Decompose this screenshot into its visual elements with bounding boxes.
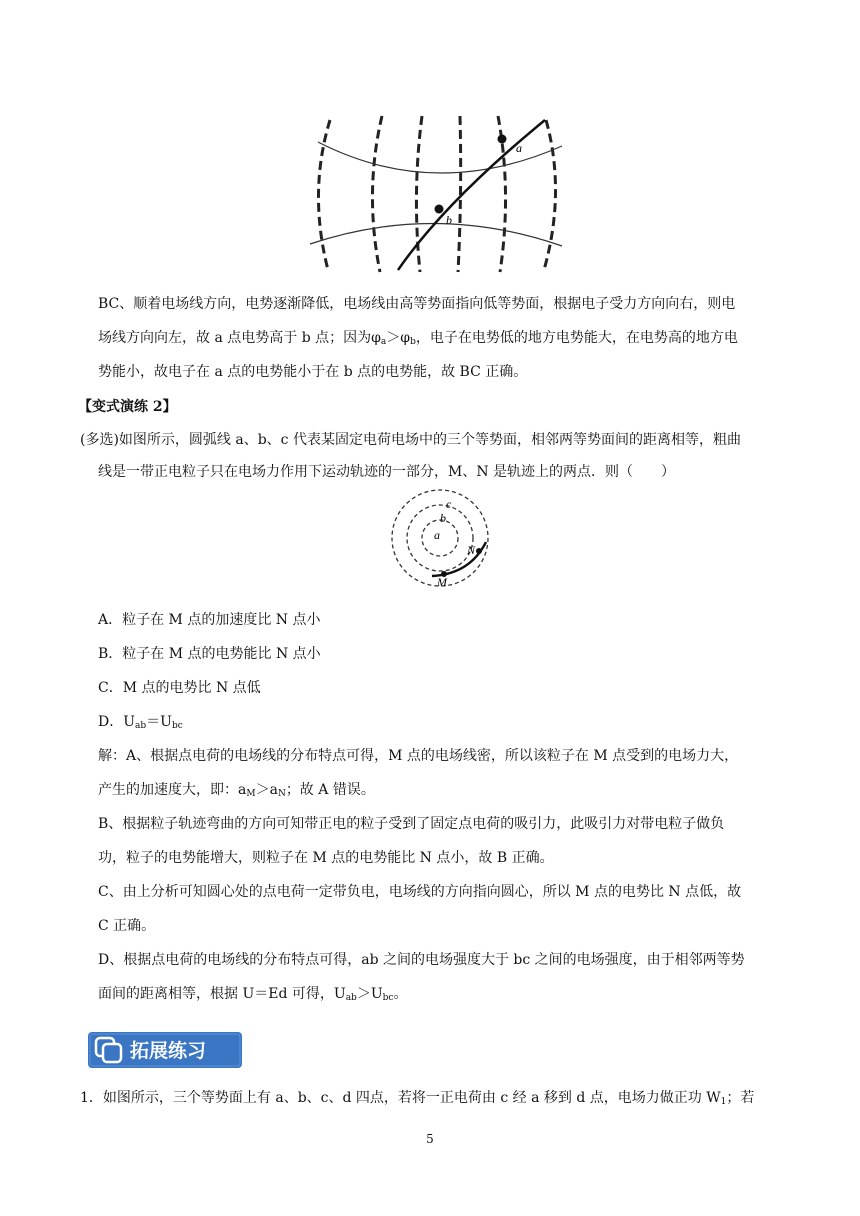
solution-a-line2: 产生的加速度大，即：$a_M>a_N$；故 A 错误。 bbox=[98, 782, 375, 799]
fig1-label-a: a bbox=[516, 141, 522, 155]
solution-d-line2: 面间的距离相等，根据 U＝Ed 可得，$U_{ab}>U_{bc}$。 bbox=[98, 986, 408, 1003]
figure-equipotential-lines bbox=[300, 112, 570, 274]
option-b: B．粒子在 M 点的电势能比 N 点小 bbox=[98, 646, 321, 662]
fig2-label-N: N bbox=[467, 543, 476, 557]
solution-d-line1: D、根据点电荷的电场线的分布特点可得，ab 之间的电场强度大于 bc 之间的电场强度，由于相邻两等势 bbox=[98, 952, 745, 968]
extension-practice-banner bbox=[88, 1030, 242, 1070]
option-d: D．$U_{ab}=U_{bc}$ bbox=[98, 714, 183, 731]
fig2-label-a: a bbox=[434, 528, 440, 542]
para-bc-line2: 场线方向向左，故 a 点电势高于 b 点；因为$\varphi_a>\varphi_b$，电子在电势低的地方电势能大，在电势高的地方电 bbox=[98, 330, 738, 347]
banner-title: 拓展练习 bbox=[130, 1040, 207, 1062]
para-bc-line1: BC、顺着电场线方向，电势逐渐降低，电场线由高等势面指向低等势面，根据电子受力方向向右，则电 bbox=[98, 296, 736, 312]
figure-concentric-equipotentials bbox=[388, 488, 498, 588]
solution-c-line1: C、由上分析可知圆心处的点电荷一定带负电，电场线的方向指向圆心，所以 M 点的电势比 N 点低，故 bbox=[98, 884, 742, 900]
fig1-label-b: b bbox=[446, 213, 452, 227]
solution-b-line1: B、根据粒子轨迹弯曲的方向可知带正电的粒子受到了固定点电荷的吸引力，此吸引力对带电粒子做负 bbox=[98, 816, 725, 832]
fig2-label-M: M bbox=[437, 575, 447, 588]
fig2-label-b: b bbox=[440, 511, 446, 525]
page-number: 5 bbox=[426, 1132, 434, 1146]
option-a: A．粒子在 M 点的加速度比 N 点小 bbox=[98, 612, 321, 628]
question-line2: 线是一带正电粒子只在电场力作用下运动轨迹的一部分，M、N 是轨迹上的两点．则（ ） bbox=[98, 464, 676, 480]
solution-a-line1: 解：A、根据点电荷的电场线的分布特点可得，M 点的电场线密，所以该粒子在 M 点受到的电场力大， bbox=[98, 748, 739, 764]
question-line1: (多选)如图所示，圆弧线 a、b、c 代表某固定电荷电场中的三个等势面，相邻两等势面间的距离相等，粗曲 bbox=[80, 432, 741, 448]
para-bc-line3: 势能小，故电子在 a 点的电势能小于在 b 点的电势能，故 BC 正确。 bbox=[98, 364, 528, 380]
solution-b-line2: 功，粒子的电势能增大，则粒子在 M 点的电势能比 N 点小，故 B 正确。 bbox=[98, 850, 554, 866]
fig2-label-c: c bbox=[446, 497, 452, 511]
solution-c-line2: C 正确。 bbox=[98, 918, 156, 934]
option-c: C．M 点的电势比 N 点低 bbox=[98, 680, 261, 696]
exercise-1: 1．如图所示，三个等势面上有 a、b、c、d 四点，若将一正电荷由 c 经 a 移到 d 点，电场力做正功 $W_1$；若 bbox=[80, 1090, 755, 1107]
section-heading-variant-2: 【变式演练 2】 bbox=[78, 399, 177, 415]
